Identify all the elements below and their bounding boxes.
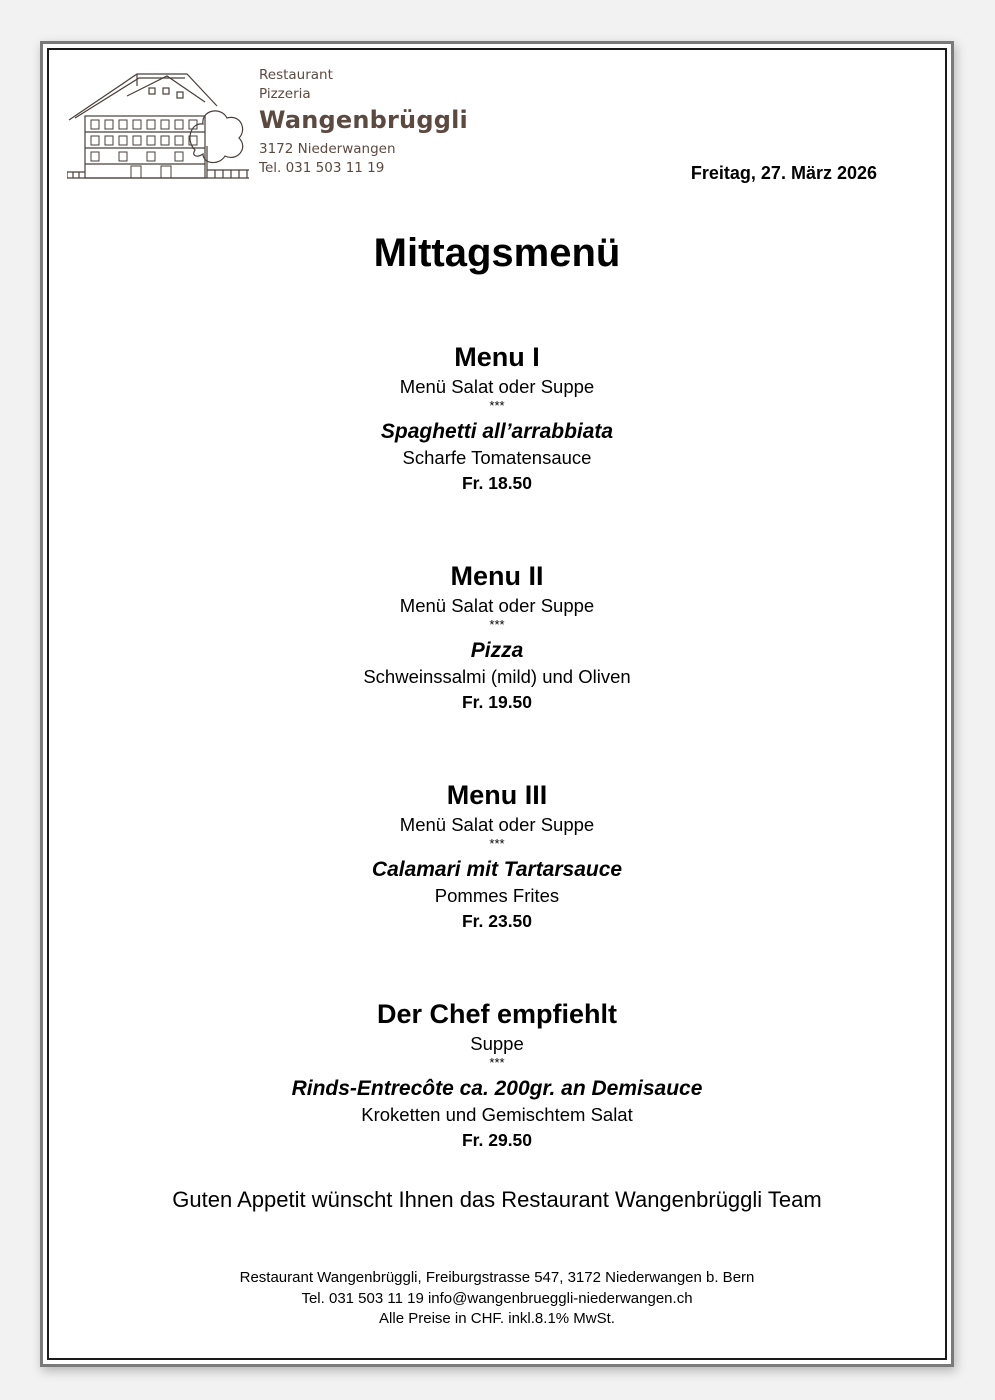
menu-starter: Menü Salat oder Suppe: [399, 814, 595, 835]
menu-block-2: [49, 559, 945, 714]
menu-description: Kroketten und Gemischtem Salat: [361, 1104, 633, 1125]
logo-pizzeria-label: Pizzeria: [259, 86, 311, 102]
page-title: Mittagsmenü: [373, 231, 621, 275]
footer-contact-line: Tel. 031 503 11 19 info@wangenbrueggli-niederwangen.ch: [301, 1289, 693, 1307]
menu-sheet-inner-border: [47, 48, 947, 1360]
logo-phone: Tel. 031 503 11 19: [259, 160, 385, 176]
menu-separator: ***: [489, 617, 505, 632]
menu-dish: Spaghetti all’arrabbiata: [380, 420, 614, 443]
restaurant-building-logo-icon: [67, 66, 249, 186]
menu-sheet: [40, 41, 954, 1367]
menu-starter: Menü Salat oder Suppe: [399, 376, 595, 397]
footer-price-note: Alle Preise in CHF. inkl.8.1% MwSt.: [379, 1310, 615, 1327]
menu-dish: Calamari mit Tartarsauce: [371, 858, 623, 881]
menu-starter: Menü Salat oder Suppe: [399, 595, 595, 616]
greeting-text: Guten Appetit wünscht Ihnen das Restaurant Wangenbrüggli Team: [172, 1187, 822, 1212]
menu-separator: ***: [489, 398, 505, 413]
menu-block-1: [49, 340, 945, 495]
menu-separator: ***: [489, 836, 505, 851]
menu-description: Pommes Frites: [434, 885, 560, 906]
footer-address-line: Restaurant Wangenbrüggli, Freiburgstrasse 547, 3172 Niederwangen b. Bern: [239, 1269, 755, 1286]
menu-name: Der Chef empfiehlt: [376, 999, 618, 1029]
menu-description: Scharfe Tomatensauce: [402, 447, 592, 468]
restaurant-logo-text: [259, 66, 468, 178]
menu-name: Menu I: [454, 342, 540, 372]
menu-price: Fr. 19.50: [461, 692, 533, 712]
menu-date: Freitag, 27. März 2026: [690, 163, 877, 183]
menu-block-chef: [49, 997, 945, 1152]
menu-name: Menu III: [446, 780, 548, 810]
menu-starter: Suppe: [470, 1033, 524, 1054]
menu-description: Schweinssalmi (mild) und Oliven: [363, 666, 631, 687]
menu-price: Fr. 29.50: [461, 1130, 533, 1150]
logo-address: 3172 Niederwangen: [259, 141, 396, 157]
menu-name: Menu II: [450, 561, 544, 591]
menu-block-3: [49, 778, 945, 933]
logo-brand-name: Wangenbrüggli: [259, 106, 468, 134]
menu-separator: ***: [489, 1055, 505, 1070]
menu-price: Fr. 23.50: [461, 911, 533, 931]
menu-dish: Pizza: [470, 639, 524, 662]
menu-price: Fr. 18.50: [461, 473, 533, 493]
logo-restaurant-label: Restaurant: [259, 67, 333, 83]
menu-dish: Rinds-Entrecôte ca. 200gr. an Demisauce: [291, 1077, 703, 1100]
footer: [49, 1268, 945, 1330]
